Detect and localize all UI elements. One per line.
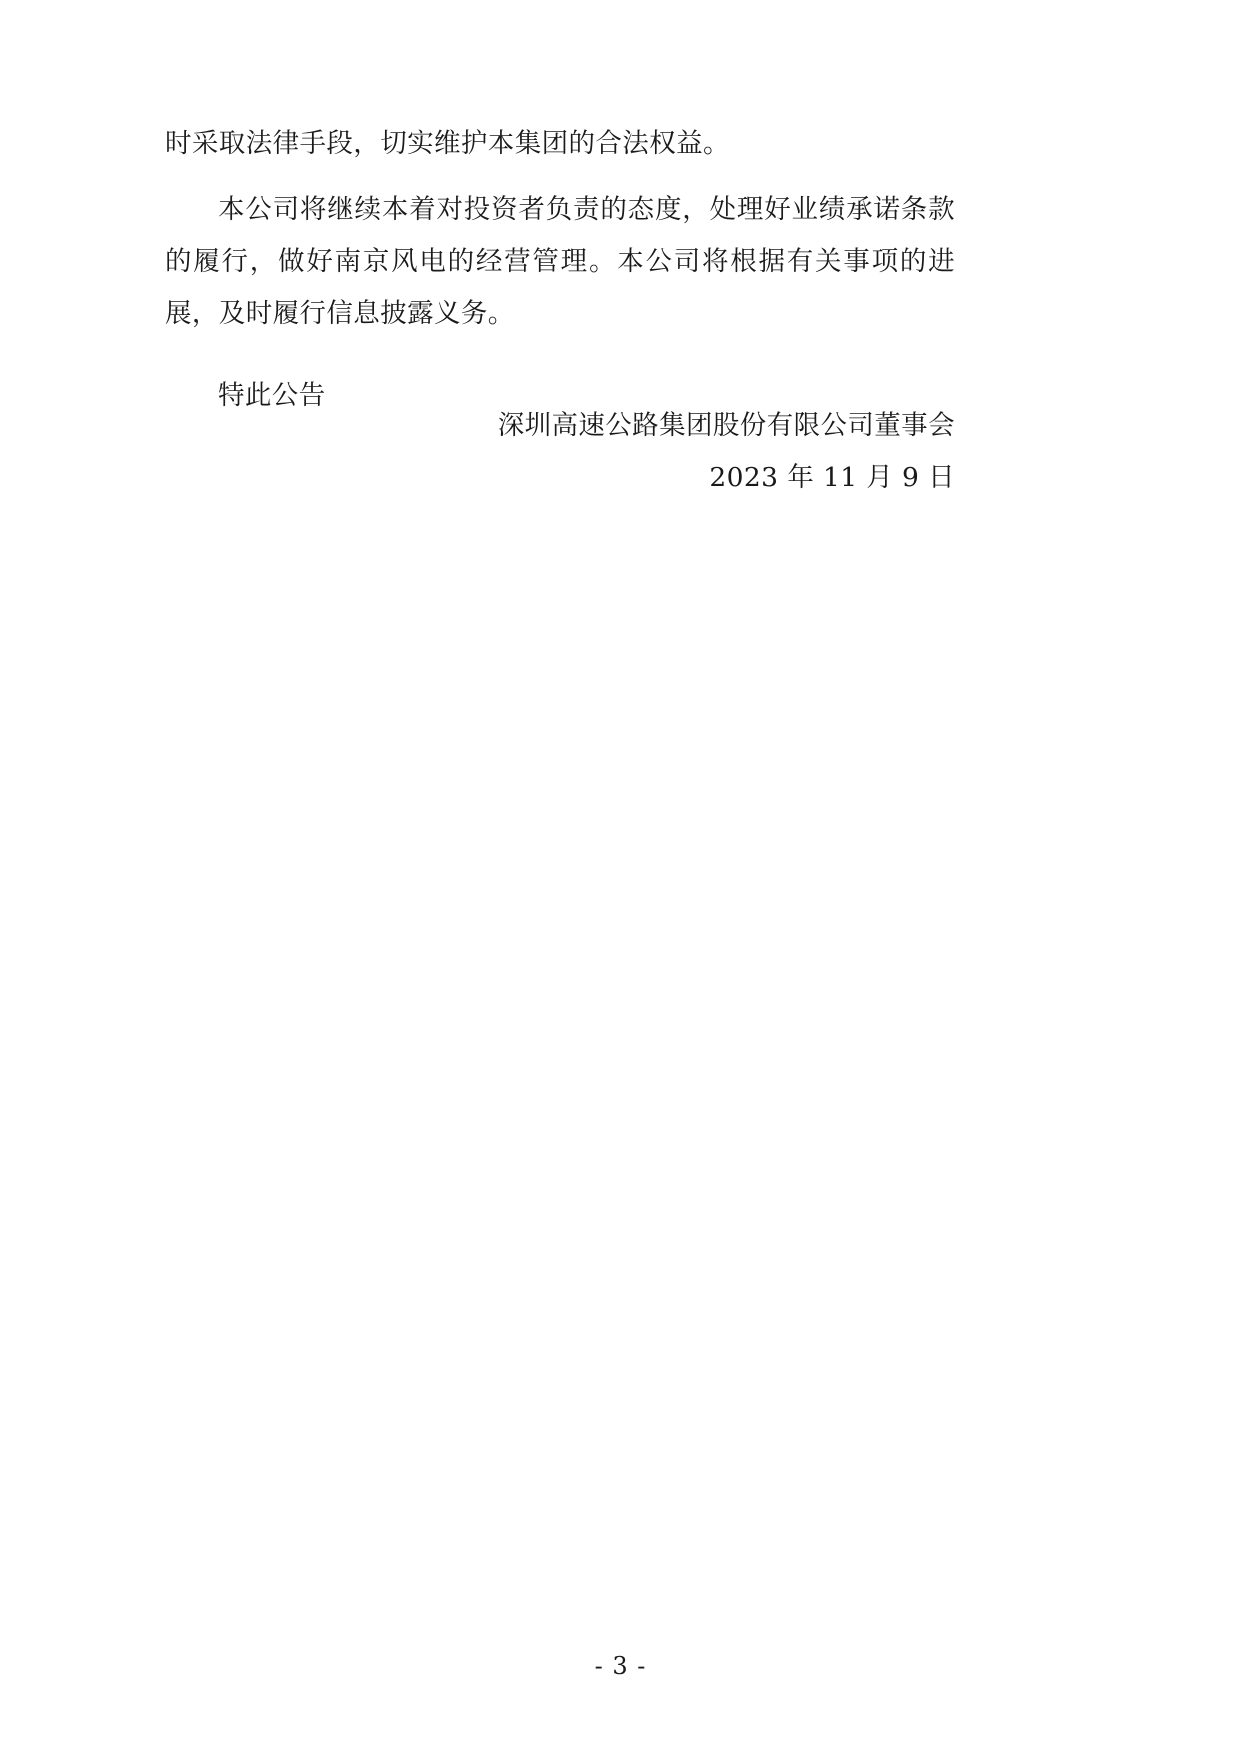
paragraph-spacer: [165, 170, 955, 184]
paragraph-notice: 特此公告: [218, 380, 326, 411]
page-number: - 3 -: [594, 1652, 647, 1680]
paragraph-commitment: 本公司将继续本着对投资者负责的态度，处理好业绩承诺条款的履行，做好南京风电的经营管理。本公司将根据有关事项的进展，及时履行信息披露义务。: [165, 194, 955, 329]
signature-company: 深圳高速公路集团股份有限公司董事会: [497, 410, 955, 441]
document-body: [165, 118, 955, 422]
signature-date: 2023 年 11 月 9 日: [709, 462, 955, 493]
paragraph-continued: 时采取法律手段，切实维护本集团的合法权益。: [165, 128, 730, 159]
paragraph-spacer-2: [165, 340, 955, 370]
signature-block: [165, 400, 955, 504]
